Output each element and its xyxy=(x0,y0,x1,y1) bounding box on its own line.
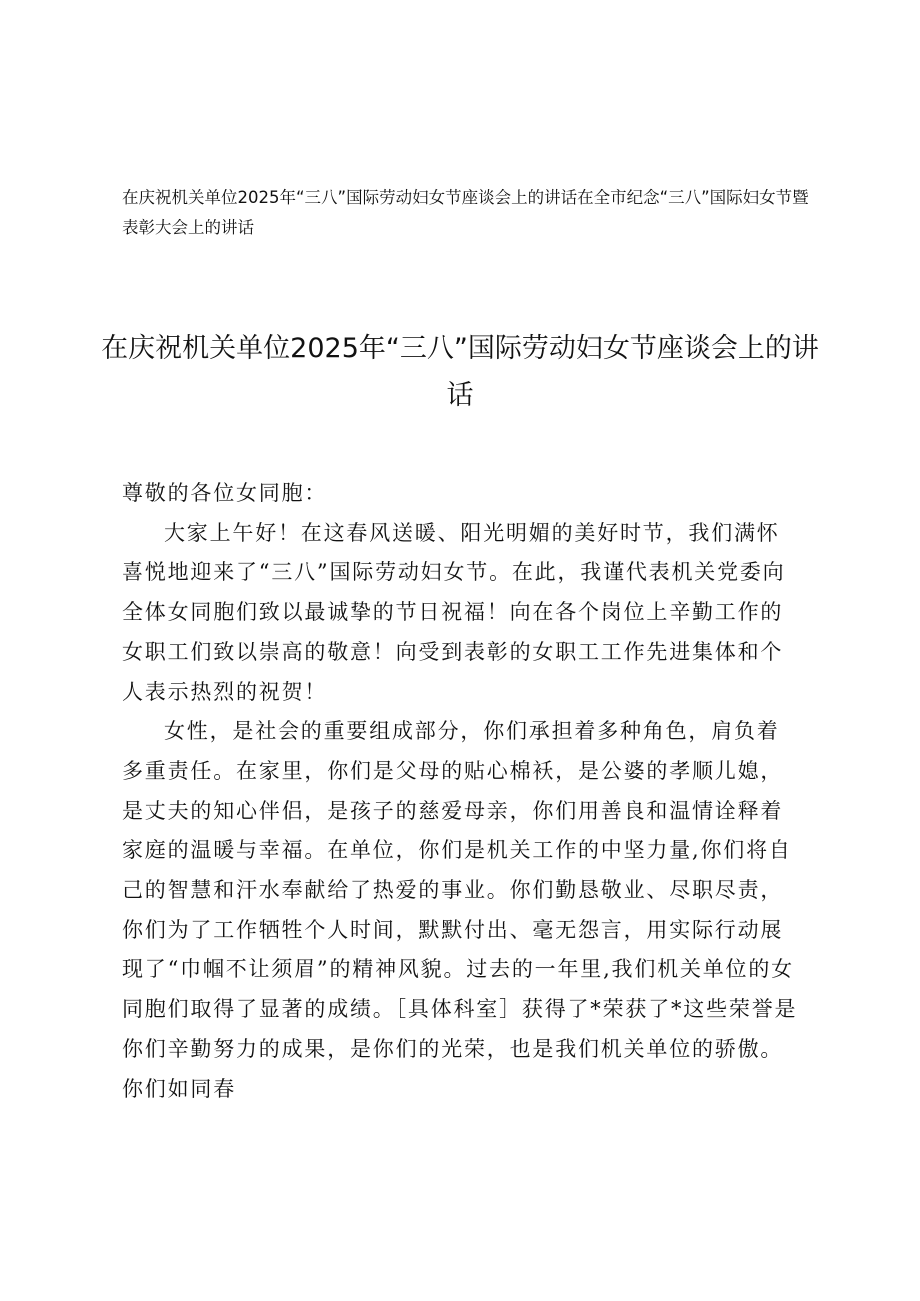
document-header-line: 在庆祝机关单位2025年“三八”国际劳动妇女节座谈会上的讲话在全市纪念“三八”国际妇女节暨表彰大会上的讲话 xyxy=(122,188,809,237)
document-body xyxy=(122,474,800,1109)
paragraph-women-roles: 女性，是社会的重要组成部分，你们承担着多种角色，肩负着多重责任。在家里，你们是父母的贴心棉袄，是公婆的孝顺儿媳，是丈夫的知心伴侣，是孩子的慈爱母亲，你们用善良和温情诠释着家庭的温暖与幸福。在单位，你们是机关工作的中坚力量,你们将自己的智慧和汗水奉献给了热爱的事业。你们勤恳敬业、尽职尽责，你们为了工作牺牲个人时间，默默付出、毫无怨言，用实际行动展现了“巾帼不让须眉”的精神风貌。过去的一年里,我们机关单位的女同胞们取得了显著的成绩。［具体科室］获得了*荣获了*这些荣誉是你们辛勤努力的成果，是你们的光荣，也是我们机关单位的骄傲。你们如同春 xyxy=(122,719,798,1101)
salutation: 尊敬的各位女同胞： xyxy=(122,481,328,505)
paragraph-greeting: 大家上午好！在这春风送暖、阳光明媚的美好时节，我们满怀喜悦地迎来了“三八”国际劳动妇女节。在此，我谨代表机关党委向全体女同胞们致以最诚挚的节日祝福！向在各个岗位上辛勤工作的女职工们致以崇高的敬意！向受到表彰的女职工工作先进集体和个人表示热烈的祝贺！ xyxy=(122,520,786,704)
document-title: 在庆祝机关单位2025年“三八”国际劳动妇女节座谈会上的讲话 xyxy=(101,333,819,411)
